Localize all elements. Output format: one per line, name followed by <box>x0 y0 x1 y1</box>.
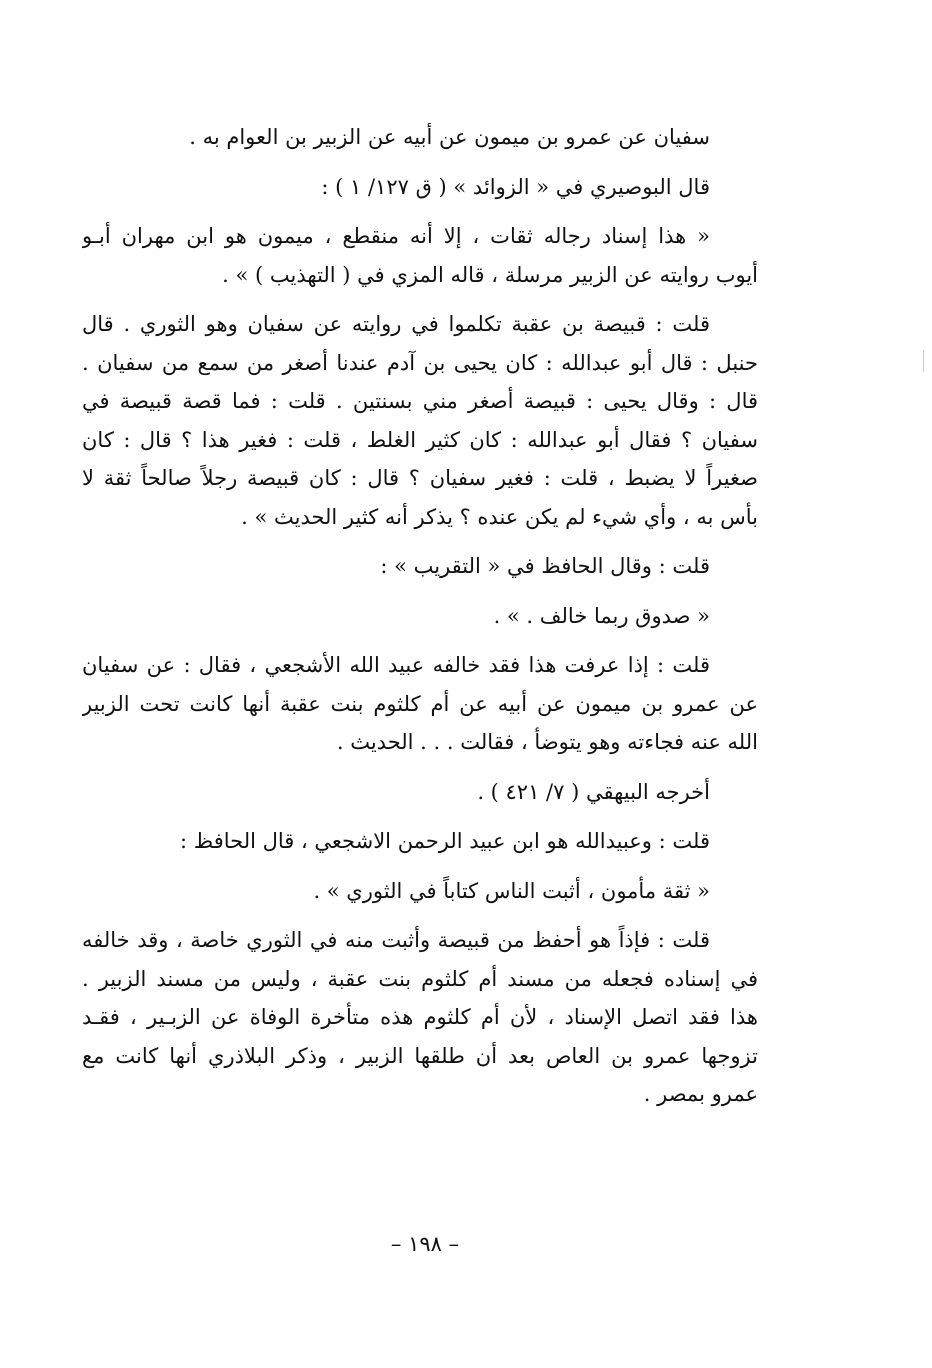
text-line: قال : وقال يحيى : قبيصة أصغر مني بسنتين . قلت : فما قصة قبيصة في <box>82 389 758 413</box>
paragraph-gap <box>82 910 758 921</box>
paragraph <box>82 547 758 586</box>
paragraph-gap <box>82 762 758 773</box>
paragraph <box>82 168 758 207</box>
text-line: قال البوصيري في « الزوائد » ( ق ١٢٧/ ١ ) : <box>321 174 710 199</box>
text-line: حنبل : قال أبو عبدالله : كان يحيى بن آدم عندنا أصغر من سمع من سفيان . <box>82 350 758 375</box>
paragraph-gap <box>82 536 758 547</box>
text-line: عن عمرو بن ميمون عن أبيه عن أم كلثوم بنت عقبة أنها كانت تحت الزبير <box>82 691 758 716</box>
text-line: الله عنه فجاءته وهو يتوضأ ، فقالت . . . الحديث . <box>336 730 758 754</box>
paragraph-gap <box>82 586 758 597</box>
text-line: عمرو بمصر . <box>643 1082 758 1106</box>
paragraph <box>82 921 758 1114</box>
text-line: قلت : قبيصة بن عقبة تكلموا في روايته عن سفيان وهو الثوري . قال <box>82 312 710 336</box>
paragraph <box>82 646 758 762</box>
scan-edge-mark <box>923 350 924 372</box>
paragraph <box>82 773 758 812</box>
paragraph-gap <box>82 861 758 872</box>
text-line: أيوب روايته عن الزبير مرسلة ، قاله المزي في ( التهذيب ) » . <box>222 262 758 287</box>
text-line: تزوجها عمرو بن العاص بعد أن طلقها الزبير ، وذكر البلاذري أنها كانت مع <box>82 1043 758 1068</box>
text-line: قلت : وعبيدالله هو ابن عبيد الرحمن الاشجعي ، قال الحافظ : <box>180 829 710 853</box>
text-line: سفيان عن عمرو بن ميمون عن أبيه عن الزبير بن العوام به . <box>189 125 710 149</box>
paragraph <box>82 872 758 911</box>
paragraph <box>82 305 758 536</box>
page-number: – ١٩٨ – <box>390 1232 460 1256</box>
text-line: هذا فقد اتصل الإسناد ، لأن أم كلثوم هذه متأخرة الوفاة عن الزبـير ، فقـد <box>82 1005 758 1029</box>
paragraph <box>82 597 758 636</box>
paragraph-gap <box>82 635 758 646</box>
text-line: « ثقة مأمون ، أثبت الناس كتاباً في الثوري » . <box>313 878 710 903</box>
text-line: سفيان ؟ فقال أبو عبدالله : كان كثير الغلط ، قلت : فغير هذا ؟ قال : كان <box>82 427 758 452</box>
text-line: أخرجه البيهقي ( ٧/ ٤٢١ ) . <box>477 779 710 804</box>
paragraph <box>82 118 758 157</box>
text-line: في إسناده فجعله من مسند أم كلثوم بنت عقبة ، وليس من مسند الزبير . <box>82 966 758 991</box>
text-line: قلت : إذا عرفت هذا فقد خالفه عبيد الله الأشجعي ، فقال : عن سفيان <box>82 653 710 677</box>
text-line: « صدوق ربما خالف . » . <box>493 603 710 628</box>
text-line: صغيراً لا يضبط ، قلت : فغير سفيان ؟ قال : كان قبيصة رجلاً صالحاً ثقة لا <box>82 466 758 490</box>
paragraph-gap <box>82 294 758 305</box>
text-line: قلت : فإذاً هو أحفظ من قبيصة وأثبت منه في الثوري خاصة ، وقد خالفه <box>82 928 710 952</box>
text-line: بأس به ، وأي شيء لم يكن عنده ؟ يذكر أنه كثير الحديث » . <box>241 504 758 529</box>
paragraph <box>82 217 758 294</box>
paragraph-gap <box>82 157 758 168</box>
paragraph-gap <box>82 811 758 822</box>
page-body <box>82 118 758 1298</box>
text-line: « هذا إسناد رجاله ثقات ، إلا أنه منقطع ، ميمون هو ابن مهران أبـو <box>82 224 710 248</box>
paragraph-gap <box>82 206 758 217</box>
paragraph <box>82 822 758 861</box>
text-line: قلت : وقال الحافظ في « التقريب » : <box>380 554 710 578</box>
